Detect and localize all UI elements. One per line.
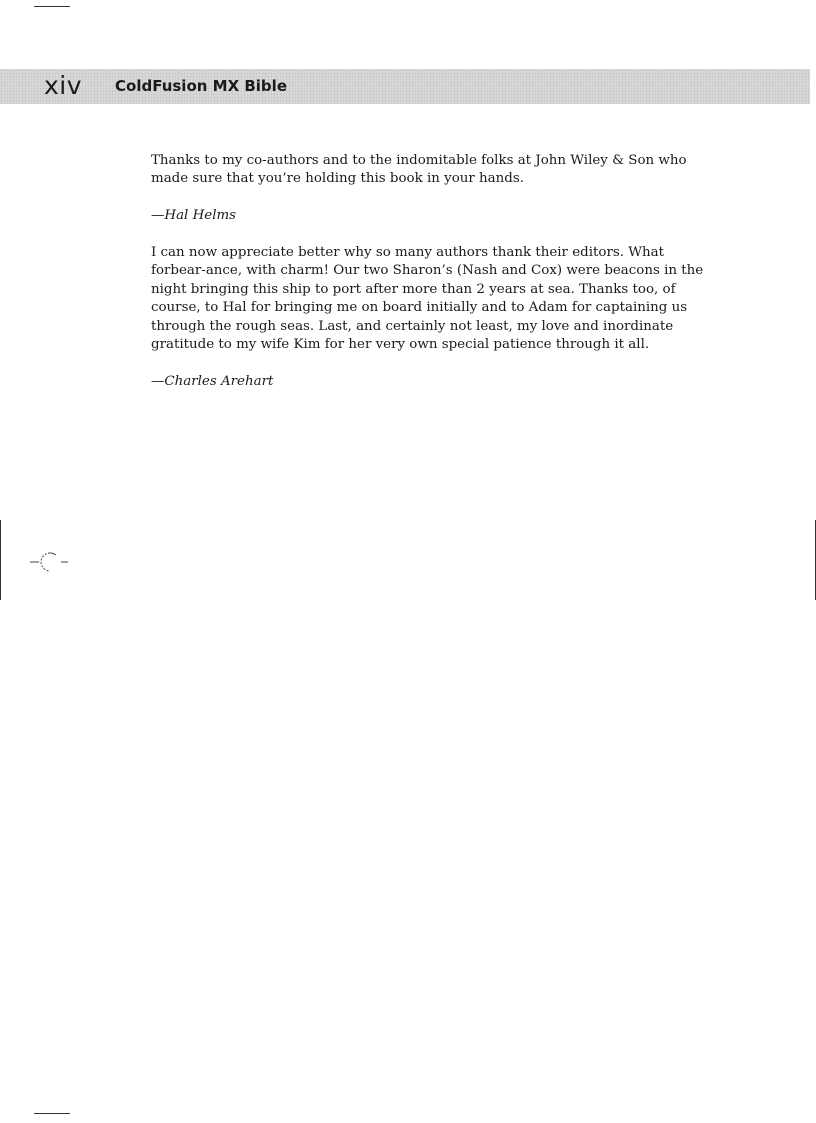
paragraph: I can now appreciate better why so many authors thank their editors. What forbear-ance, with charm! Our two Sharon’s (Nash and Cox) were beacons in the night bringing this ship to port after more than 2 years at sea. Thanks too, of course, to Hal for bringing me on board initially and to Adam for captaining us through the rough seas. Last, and certainly not least, my love and inordinate gratitude to my wife Kim for her very own special patience through it all. <box>151 245 704 353</box>
signature: —Hal Helms <box>151 208 237 224</box>
paragraph: Thanks to my co-authors and to the indomitable folks at John Wiley & Son who made sure that you’re holding this book in your hands. <box>151 153 687 187</box>
signature: —Charles Arehart <box>151 373 274 389</box>
crop-mark-bottom <box>34 1113 70 1114</box>
edge-mark-left <box>0 520 1 600</box>
book-title: ColdFusion MX Bible <box>115 77 287 95</box>
page-number: xiv <box>44 71 83 100</box>
crop-mark-top <box>34 6 70 7</box>
registration-mark-icon <box>30 550 70 574</box>
acknowledgments-body <box>151 152 711 410</box>
